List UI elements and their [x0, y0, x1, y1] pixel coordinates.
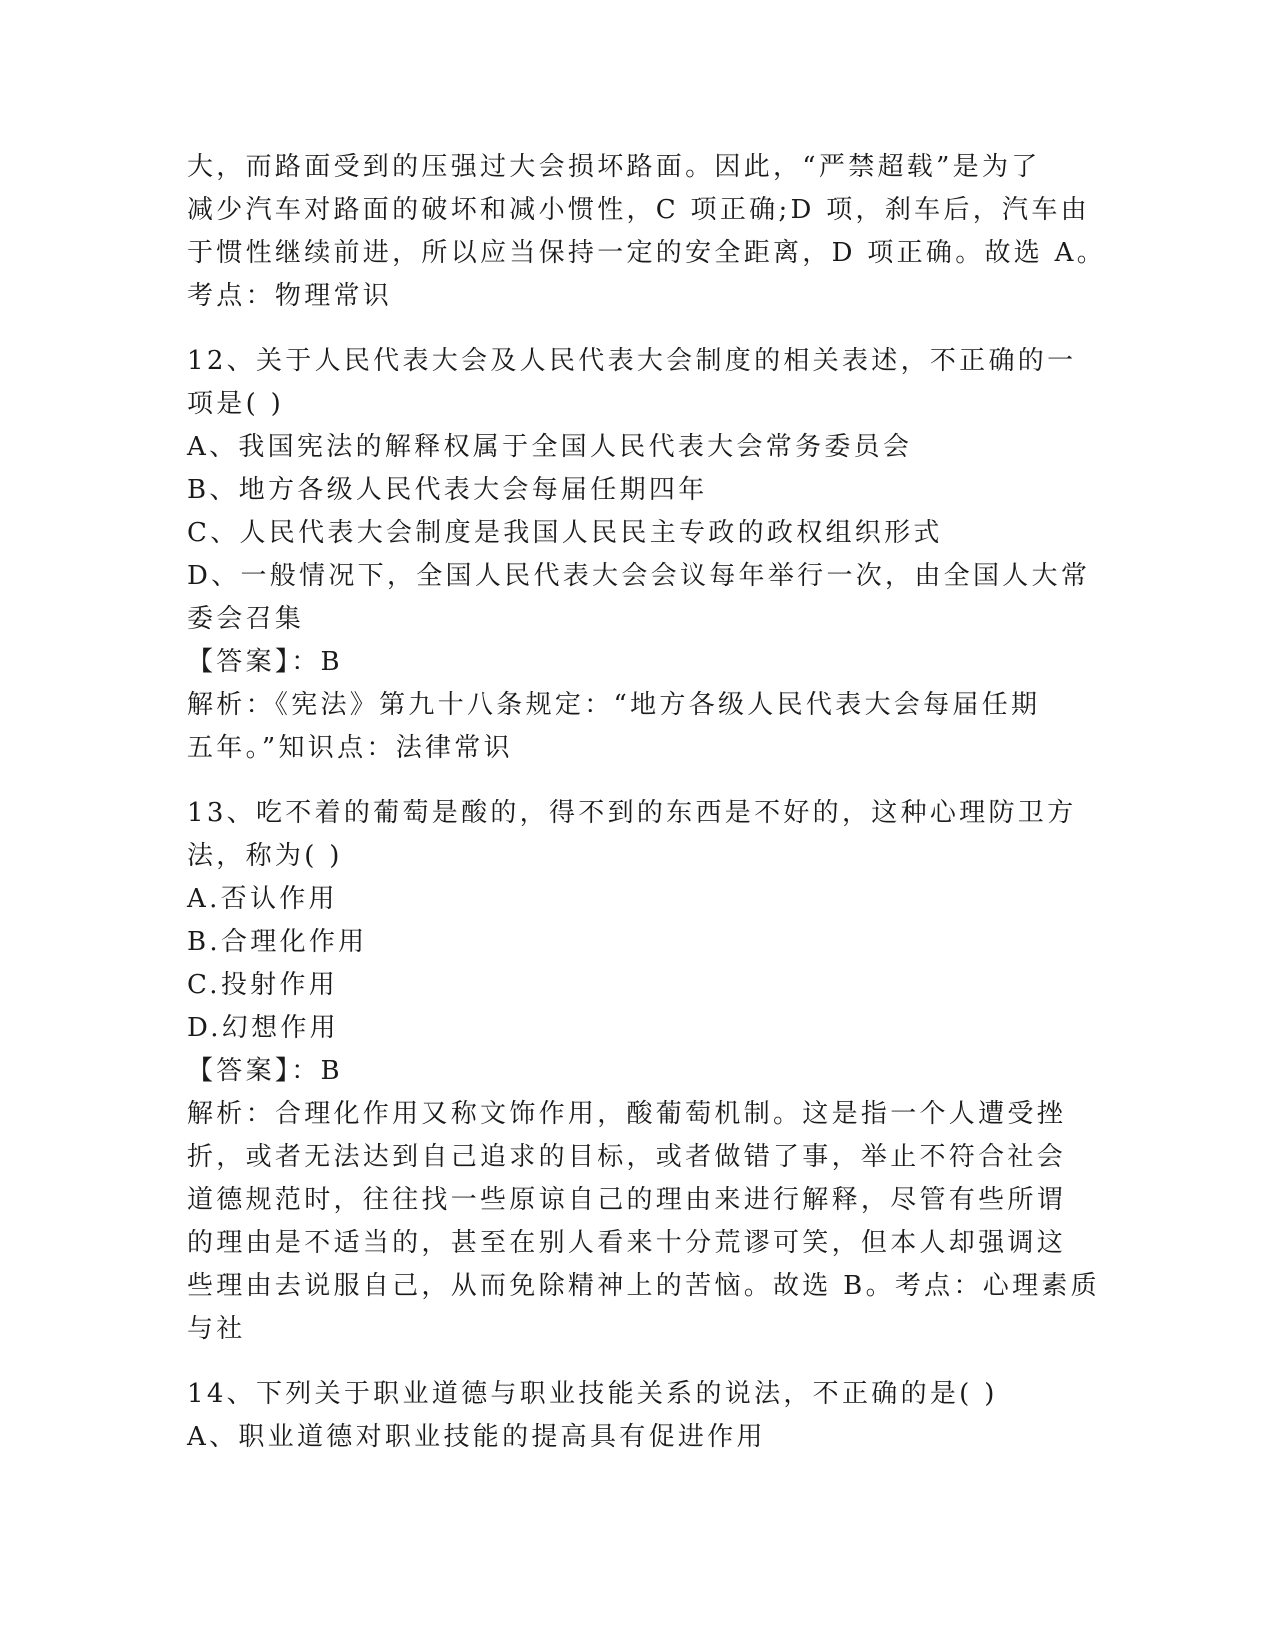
question-stem: 法，称为( ) [187, 841, 343, 871]
option-d: 委会召集 [187, 604, 305, 634]
option-b: B、地方各级人民代表大会每届任期四年 [187, 475, 708, 505]
question-stem: 14、下列关于职业道德与职业技能关系的说法，不正确的是( ) [187, 1379, 998, 1409]
explanation: 解析：合理化作用又称文饰作用，酸葡萄机制。这是指一个人遭受挫 [187, 1099, 1067, 1129]
explanation: 道德规范时，往往找一些原谅自己的理由来进行解释，尽管有些所谓 [187, 1185, 1067, 1215]
knowledge-point: 考点：物理常识 [187, 281, 393, 311]
option-a: A.否认作用 [187, 884, 338, 914]
question-14 [187, 1373, 1087, 1459]
option-d: D、一般情况下，全国人民代表大会会议每年举行一次，由全国人大常 [187, 561, 1091, 591]
answer: 【答案】：B [187, 1056, 343, 1086]
answer: 【答案】：B [187, 647, 343, 677]
text-line: 于惯性继续前进，所以应当保持一定的安全距离，D 项正确。故选 A。 [187, 238, 1107, 268]
option-c: C.投射作用 [187, 970, 339, 1000]
explanation: 解析：《宪法》第九十八条规定：“地方各级人民代表大会每届任期 [187, 690, 1041, 720]
question-stem: 项是( ) [187, 389, 285, 419]
option-d: D.幻想作用 [187, 1013, 339, 1043]
explanation: 五年。”知识点：法律常识 [187, 733, 513, 763]
question-stem: 12、关于人民代表大会及人民代表大会制度的相关表述，不正确的一 [187, 346, 1077, 376]
prev-question-explanation [187, 146, 1107, 318]
option-a: A、我国宪法的解释权属于全国人民代表大会常务委员会 [187, 432, 913, 462]
question-stem: 13、吃不着的葡萄是酸的，得不到的东西是不好的，这种心理防卫方 [187, 798, 1077, 828]
question-13 [187, 792, 1100, 1351]
option-a: A、职业道德对职业技能的提高具有促进作用 [187, 1422, 766, 1452]
text-line: 减少汽车对路面的破坏和减小惯性，C 项正确;D 项，刹车后，汽车由 [187, 195, 1090, 225]
explanation: 与社 [187, 1314, 246, 1344]
option-c: C、人民代表大会制度是我国人民民主专政的政权组织形式 [187, 518, 943, 548]
document-content [187, 146, 1107, 1459]
explanation: 些理由去说服自己，从而免除精神上的苦恼。故选 B。考点：心理素质 [187, 1271, 1100, 1301]
question-12 [187, 340, 1091, 770]
explanation: 的理由是不适当的，甚至在别人看来十分荒谬可笑，但本人却强调这 [187, 1228, 1067, 1258]
text-line: 大，而路面受到的压强过大会损坏路面。因此，“严禁超载”是为了 [187, 152, 1041, 182]
explanation: 折，或者无法达到自己追求的目标，或者做错了事，举止不符合社会 [187, 1142, 1067, 1172]
option-b: B.合理化作用 [187, 927, 368, 957]
